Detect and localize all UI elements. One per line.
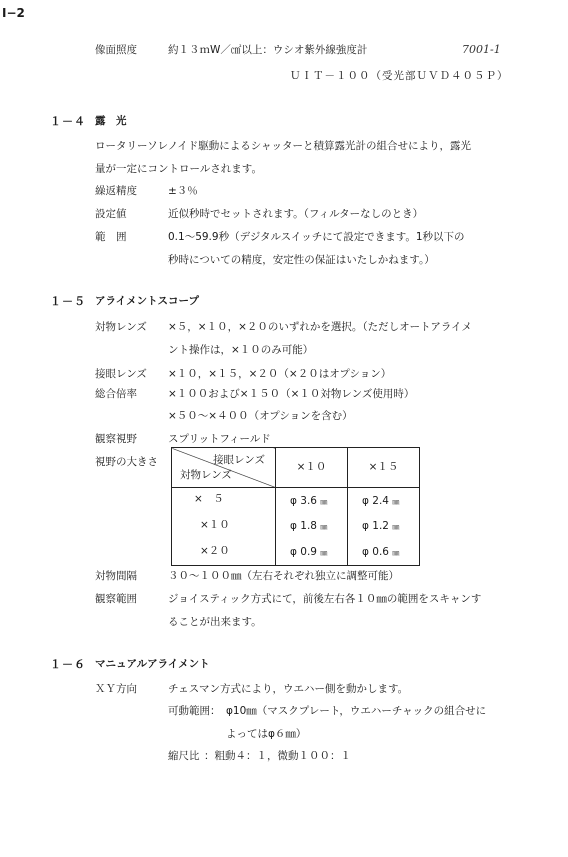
unit-mm: ㎜ <box>392 523 400 532</box>
fov-label: 視野の大きさ <box>95 456 158 468</box>
section-1-6-number: １－６ <box>50 658 86 671</box>
section-1-5-title: アライメントスコープ <box>95 295 199 307</box>
range-value-2: 秒時についての精度，安定性の保証はいたしかねます。） <box>168 254 435 266</box>
table-cell: φ 2.4 <box>362 494 389 507</box>
image-plane-value-2: ＵＩＴ－１００（受光部ＵＶＤ４０５Ｐ） <box>290 70 509 82</box>
table-row-label: ×２０ <box>200 544 230 557</box>
table-corner-eyepiece: 接眼レンズ <box>213 454 265 466</box>
movable-range-value-2: よってはφ６㎜） <box>226 728 307 740</box>
page-number: I−2 <box>2 6 25 20</box>
table-cell: φ 0.9 <box>290 546 317 558</box>
range-label: 範 囲 <box>95 231 127 243</box>
xy-direction-value: チェスマン方式により，ウエハー側を動かします。 <box>168 683 409 695</box>
table-row-label: × ５ <box>194 493 224 505</box>
image-plane-label: 像面照度 <box>95 44 137 56</box>
eyepiece-label: 接眼レンズ <box>95 368 147 380</box>
table-corner-objective: 対物レンズ <box>180 468 232 481</box>
eyepiece-value: ×１０，×１５，×２０（×２０はオプション） <box>168 368 392 380</box>
table-cell: φ 1.8 <box>290 520 317 533</box>
table-row <box>172 540 420 566</box>
xy-direction-label: ＸＹ方向 <box>95 683 137 695</box>
objective-lens-label: 対物レンズ <box>95 321 147 333</box>
view-label: 観察視野 <box>95 433 137 445</box>
table-row <box>172 488 420 514</box>
reduction-ratio-label: 縮尺比 <box>168 750 200 762</box>
total-mag-value-2: ×５０～×４００（オプションを含む） <box>168 410 353 422</box>
view-value: スプリットフィールド <box>168 433 271 445</box>
table-col-header: ×１５ <box>348 448 420 488</box>
objective-lens-value-2: ント操作は，×１０のみ可能） <box>168 344 314 356</box>
spacing-label: 対物間隔 <box>95 570 137 582</box>
handwritten-note: 7001-1 <box>462 43 501 56</box>
image-plane-value: 約１３ｍW／㎠以上：ウシオ紫外線強度計 <box>168 44 368 56</box>
unit-mm: ㎜ <box>392 549 400 557</box>
exposure-desc-2: 量が一定にコントロールされます。 <box>95 163 262 175</box>
table-cell: φ 0.6 <box>362 546 389 558</box>
section-1-5-number: １－５ <box>50 295 86 308</box>
exposure-desc-1: ロータリーソレノイド駆動によるシャッターと積算露光計の組合せにより，露光 <box>95 140 472 152</box>
movable-range-value-1: φ10㎜（マスクプレート，ウエハーチャックの組合せに <box>226 705 487 717</box>
repeat-accuracy-value: ±３％ <box>168 185 198 197</box>
table-cell: φ 3.6 <box>290 494 317 507</box>
range-value-1: 0.1～59.9秒（デジタルスイッチにて設定できます。1秒以下の <box>168 231 465 243</box>
field-of-view-table <box>171 447 420 566</box>
table-cell: φ 1.2 <box>362 520 389 533</box>
setting-value: 近似秒時でセットされます。（フィルターなしのとき） <box>168 208 424 220</box>
obs-range-value-2: ることが出来ます。 <box>168 616 262 628</box>
repeat-accuracy-label: 繰返精度 <box>95 185 137 197</box>
movable-range-label: 可動範囲： <box>168 705 221 717</box>
obs-range-value-1: ジョイスティック方式にて，前後左右各１０㎜の範囲をスキャンす <box>168 593 482 605</box>
spacing-value: ３０～１００㎜（左右それぞれ独立に調整可能） <box>168 570 399 582</box>
table-row <box>172 514 420 540</box>
unit-mm: ㎜ <box>320 549 328 557</box>
reduction-ratio-value: ：粗動４：１，微動１００：１ <box>204 750 351 762</box>
table-row-label: ×１０ <box>200 518 230 531</box>
total-mag-value-1: ×１００および×１５０（×１０対物レンズ使用時） <box>168 388 415 400</box>
section-1-4-number: １－４ <box>50 115 86 128</box>
objective-lens-value-1: ×５，×１０，×２０のいずれかを選択。（ただしオートアライメ <box>168 321 472 333</box>
unit-mm: ㎜ <box>320 523 328 532</box>
section-1-4-title: 露 光 <box>95 115 127 127</box>
table-corner-cell <box>172 448 276 488</box>
setting-label: 設定値 <box>95 208 127 220</box>
section-1-6-title: マニュアルアライメント <box>95 658 210 670</box>
total-mag-label: 総合倍率 <box>95 388 137 400</box>
obs-range-label: 観察範囲 <box>95 593 137 605</box>
unit-mm: ㎜ <box>320 497 328 506</box>
unit-mm: ㎜ <box>392 497 400 506</box>
table-col-header: ×１０ <box>276 448 348 488</box>
